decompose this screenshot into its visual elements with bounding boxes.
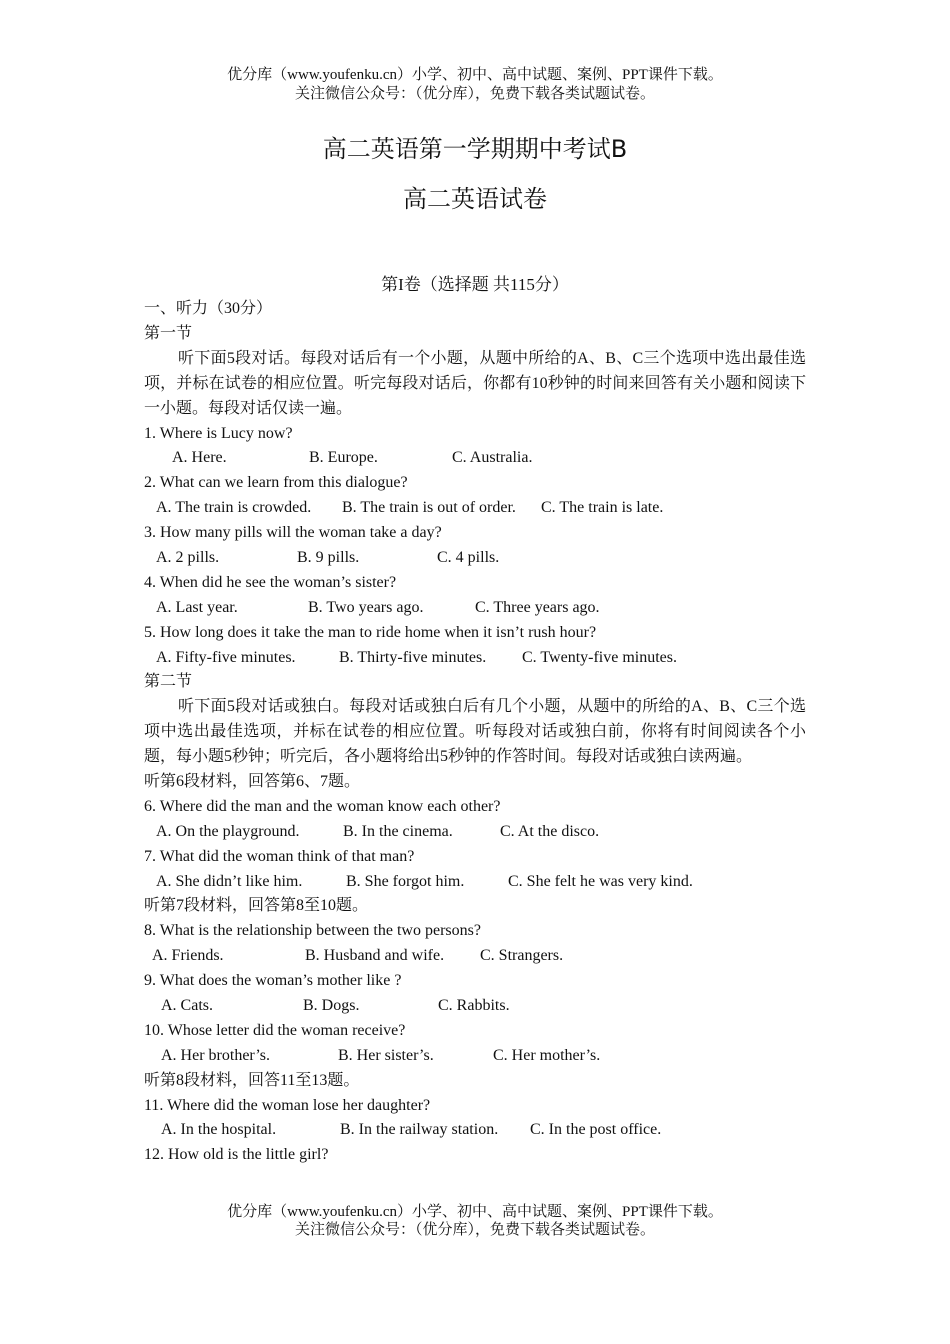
header-line-1: 优分库（www.youfenku.cn）小学、初中、高中试题、案例、PPT课件下载。 bbox=[227, 67, 723, 83]
exam-title: 高二英语第一学期期中考试B bbox=[322, 135, 628, 163]
material-7-note: 听第7段材料，回答第8至10题。 bbox=[144, 897, 369, 915]
option-c: C. Twenty-five minutes. bbox=[522, 648, 678, 666]
question-7: 7. What did the woman think of that man? bbox=[144, 847, 415, 865]
option-b: B. Dogs. bbox=[303, 997, 360, 1015]
question-2-options bbox=[144, 496, 806, 521]
question-4: 4. When did he see the woman’s sister? bbox=[144, 573, 397, 591]
material-6-note: 听第6段材料，回答第6、7题。 bbox=[144, 773, 361, 791]
option-a: A. 2 pills. bbox=[156, 548, 220, 566]
subsection-2-heading: 第二节 bbox=[144, 673, 193, 691]
option-b: B. Husband and wife. bbox=[305, 947, 445, 965]
footer-line-1: 优分库（www.youfenku.cn）小学、初中、高中试题、案例、PPT课件下载。 bbox=[227, 1204, 723, 1220]
option-b: B. In the cinema. bbox=[343, 822, 453, 840]
question-9-options bbox=[144, 994, 806, 1019]
question-10-options bbox=[144, 1044, 806, 1069]
section-heading: 第I卷（选择题 共115分） bbox=[381, 275, 569, 294]
option-a: A. In the hospital. bbox=[161, 1121, 277, 1139]
question-8: 8. What is the relationship between the two persons? bbox=[144, 922, 481, 940]
part-heading: 一、听力（30分） bbox=[144, 300, 273, 317]
option-c: C. Australia. bbox=[452, 449, 533, 467]
option-c: C. At the disco. bbox=[500, 822, 600, 840]
question-3-options bbox=[144, 546, 806, 571]
option-a: A. Her brother’s. bbox=[161, 1046, 271, 1064]
option-b: B. She forgot him. bbox=[346, 872, 465, 890]
question-6-options bbox=[144, 820, 806, 845]
option-b: B. 9 pills. bbox=[297, 548, 360, 566]
question-5: 5. How long does it take the man to ride home when it isn’t rush hour? bbox=[144, 623, 597, 641]
option-b: B. Two years ago. bbox=[308, 598, 424, 616]
subsection-1-heading: 第一节 bbox=[144, 324, 193, 342]
exam-content bbox=[144, 297, 806, 1168]
question-10: 10. Whose letter did the woman receive? bbox=[144, 1021, 406, 1039]
option-c: C. 4 pills. bbox=[437, 548, 500, 566]
question-12: 12. How old is the little girl? bbox=[144, 1146, 329, 1164]
option-a: A. She didn’t like him. bbox=[156, 872, 303, 890]
option-c: C. Strangers. bbox=[480, 947, 564, 965]
option-c: C. She felt he was very kind. bbox=[508, 872, 693, 890]
option-b: B. Her sister’s. bbox=[338, 1046, 434, 1064]
option-b: B. Europe. bbox=[309, 449, 378, 467]
question-9: 9. What does the woman’s mother like ? bbox=[144, 972, 402, 990]
question-11: 11. Where did the woman lose her daughter? bbox=[144, 1096, 431, 1114]
exam-subtitle: 高二英语试卷 bbox=[403, 185, 547, 213]
footer-line-2: 关注微信公众号：（优分库），免费下载各类试题试卷。 bbox=[294, 1222, 655, 1238]
question-8-options bbox=[144, 944, 806, 969]
question-3: 3. How many pills will the woman take a day? bbox=[144, 524, 442, 542]
question-11-options bbox=[144, 1118, 806, 1143]
question-6: 6. Where did the man and the woman know each other? bbox=[144, 797, 501, 815]
option-a: A. Friends. bbox=[152, 947, 224, 965]
option-a: A. Cats. bbox=[161, 997, 213, 1015]
option-c: C. Her mother’s. bbox=[493, 1046, 601, 1064]
question-4-options bbox=[144, 596, 806, 621]
option-a: A. Here. bbox=[172, 449, 227, 467]
material-8-note: 听第8段材料，回答11至13题。 bbox=[144, 1071, 360, 1089]
subsection-1-instructions: 听下面5段对话。每段对话后有一个小题，从题中所给的A、B、C三个选项中选出最佳选项，并标在试卷的相应位置。听完每段对话后，你都有10秒钟的时间来回答有关小题和阅读下一小题。每段对话仅读一遍。 bbox=[144, 349, 806, 417]
option-a: A. The train is crowded. bbox=[156, 499, 312, 517]
option-b: B. In the railway station. bbox=[340, 1121, 499, 1139]
header-line-2: 关注微信公众号：（优分库），免费下载各类试题试卷。 bbox=[294, 86, 655, 102]
option-c: C. The train is late. bbox=[541, 499, 664, 517]
question-1: 1. Where is Lucy now? bbox=[144, 424, 293, 442]
option-c: C. In the post office. bbox=[530, 1121, 662, 1139]
question-5-options bbox=[144, 646, 806, 671]
option-b: B. Thirty-five minutes. bbox=[339, 648, 487, 666]
subsection-2-instructions: 听下面5段对话或独白。每段对话或独白后有几个小题，从题中的所给的A、B、C三个选项中选出最佳选项，并标在试卷的相应位置。听每段对话或独白前，你将有时间阅读各个小题，每小题5秒钟；听完后，各小题将给出5秒钟的作答时间。每段对话或独白读两遍。 bbox=[144, 698, 806, 766]
option-a: A. Fifty-five minutes. bbox=[156, 648, 296, 666]
option-c: C. Three years ago. bbox=[475, 598, 600, 616]
question-7-options bbox=[144, 870, 806, 895]
option-a: A. On the playground. bbox=[156, 822, 300, 840]
option-b: B. The train is out of order. bbox=[342, 499, 516, 517]
option-c: C. Rabbits. bbox=[438, 997, 510, 1015]
question-2: 2. What can we learn from this dialogue? bbox=[144, 474, 408, 492]
question-1-options bbox=[144, 446, 806, 471]
option-a: A. Last year. bbox=[156, 598, 238, 616]
